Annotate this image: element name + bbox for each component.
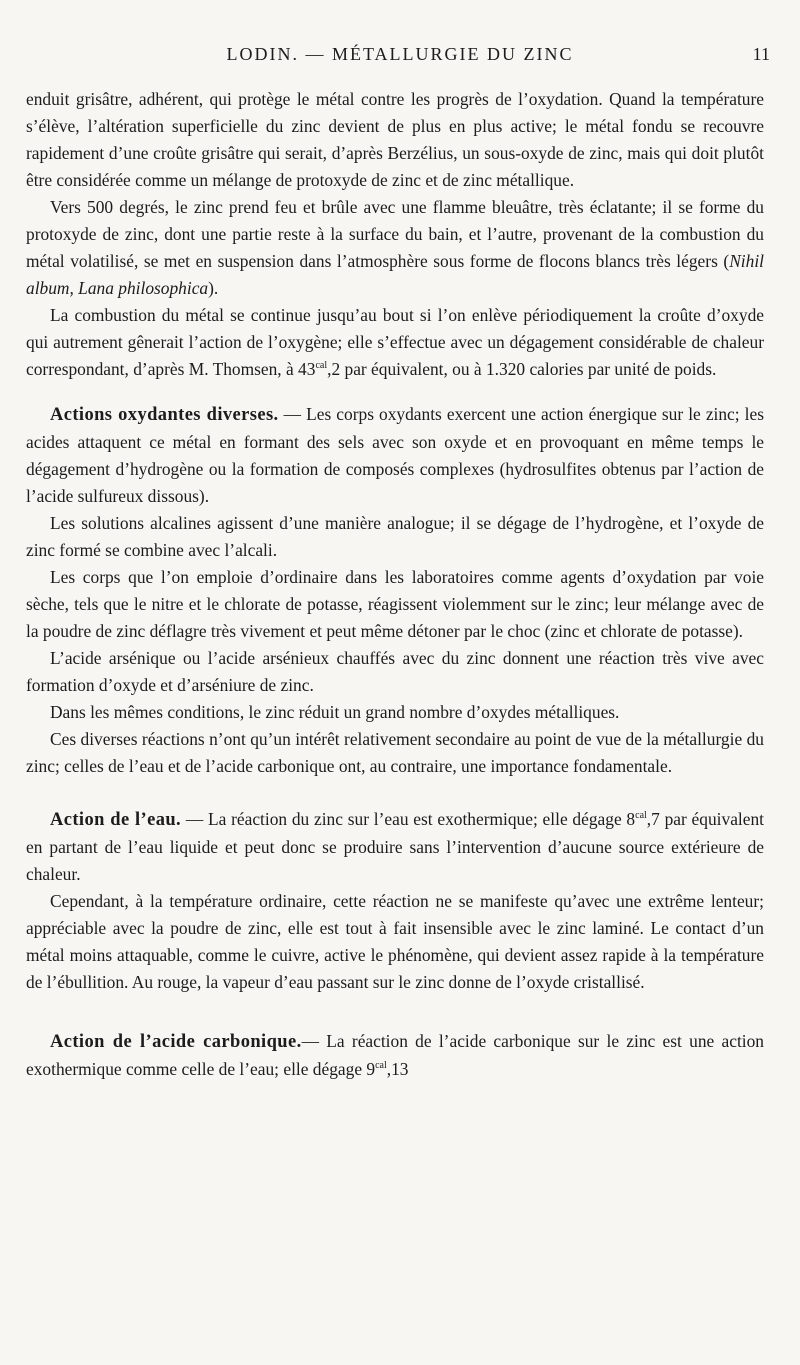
section-text-end: ,7 par équivalent en partant de l’eau liquide et peut donc se produire sans l’intervention d’aucune source extérieure de chaleur. [26,809,764,884]
page-number: 11 [752,44,770,64]
body-text [26,86,764,1083]
paragraph-dry-oxidation [26,564,764,645]
page-header [0,44,800,70]
section-text: — Les corps oxydants exercent une action énergique sur le zinc; les acides attaquent ce métal en formant des sels avec son oxyde et en provoquant en même temps le dégagement d’hydrogène ou la formation de composés complexes (hydrosulfites obtenus par l’action de l’acide sulfureux dissous). [26,404,764,506]
paragraph-text: Cependant, à la température ordinaire, cette réaction ne se manifeste qu’avec une extrême lenteur; appréciable avec la poudre de zinc, elle est tout à fait insensible avec le zinc laminé. Le contact d’un métal moins attaquable, comme le cuivre, active le phénomène, qui devient assez rapide à la température de l’ébullition. Au rouge, la vapeur d’eau passant sur le zinc donne de l’oxyde cristallisé. [26,891,764,992]
paragraph-combustion [26,194,764,302]
paragraph-text: L’acide arsénique ou l’acide arsénieux chauffés avec du zinc donnent une réaction très vive avec formation d’oxyde et d’arséniure de zinc. [26,648,764,695]
section-oxidizing-actions [26,401,764,510]
paragraph-alkaline-solutions [26,510,764,564]
paragraph-secondary-interest [26,726,764,780]
section-carbonic-acid [26,1028,764,1083]
paragraph-oxidation-continued [26,86,764,194]
paragraph-text: Dans les mêmes conditions, le zinc réduit un grand nombre d’oxydes métalliques. [50,702,620,722]
section-heading: Action de l’acide carbonique. [50,1032,302,1052]
superscript-cal: cal [635,810,647,821]
section-text: — La réaction du zinc sur l’eau est exothermique; elle dégage 8 [181,809,636,829]
section-heading: Action de l’eau. [50,810,182,830]
paragraph-text: Ces diverses réactions n’ont qu’un intérêt relativement secondaire au point de vue de la métallurgie du zinc; celles de l’eau et de l’acide carbonique ont, au contraire, une importance fondamentale. [26,729,764,776]
paragraph-text-end: ,2 par équivalent, ou à 1.320 calories par unité de poids. [327,359,717,379]
paragraph-combustion-heat [26,302,764,383]
paragraph-text: La combustion du métal se continue jusqu’au bout si l’on enlève périodiquement la croûte d’oxyde qui autrement gênerait l’action de l’oxygène; elle s’effectue avec un dégagement considérable de chaleur correspondant, d’après M. Thomsen, à 43 [26,305,764,379]
paragraph-text: Vers 500 degrés, le zinc prend feu et brûle avec une flamme bleuâtre, très éclatante; il se forme du protoxyde de zinc, dont une partie reste à la surface du bain, et l’autre, provenant de la combustion du métal volatilisé, se met en suspension dans l’atmosphère sous forme de flocons blancs très légers ( [26,197,764,271]
paragraph-metallic-oxides [26,699,764,726]
paragraph-text: Les corps que l’on emploie d’ordinaire dans les laboratoires comme agents d’oxydation par voie sèche, tels que le nitre et le chlorate de potasse, réagissent violemment sur le zinc; leur mélange avec de la poudre de zinc déflagre très vivement et peut même détoner par le choc (zinc et chlorate de potasse). [26,567,764,641]
running-title: LODIN. — MÉTALLURGIE DU ZINC [226,44,574,64]
paragraph-text: enduit grisâtre, adhérent, qui protège le métal contre les progrès de l’oxydation. Quand la température s’élève, l’altération superficielle du zinc devient de plus en plus active; le métal fondu se recouvre rapidement d’une croûte grisâtre qui serait, d’après Berzélius, un sous-oxyde de zinc, mais qui doit plutôt être considérée comme un mélange de protoxyde de zinc et de zinc métallique. [26,89,764,190]
section-text-end: ,13 [386,1059,409,1079]
latin-names: Nihil album, Lana philosophica [26,251,764,298]
paragraph-text-end: ). [208,278,219,298]
superscript-cal: cal [315,360,328,371]
section-water-action [26,806,764,888]
section-heading: Actions oxydantes diverses. [50,405,279,425]
section-text: — La réaction de l’acide carbonique sur le zinc est une action exothermique comme celle de l’eau; elle dégage 9 [26,1031,765,1079]
paragraph-arsenic-acids [26,645,764,699]
paragraph-ordinary-temperature [26,888,764,996]
superscript-cal: cal [375,1060,387,1071]
paragraph-text: Les solutions alcalines agissent d’une manière analogue; il se dégage de l’hydrogène, et l’oxyde de zinc formé se combine avec l’alcali. [26,513,764,560]
